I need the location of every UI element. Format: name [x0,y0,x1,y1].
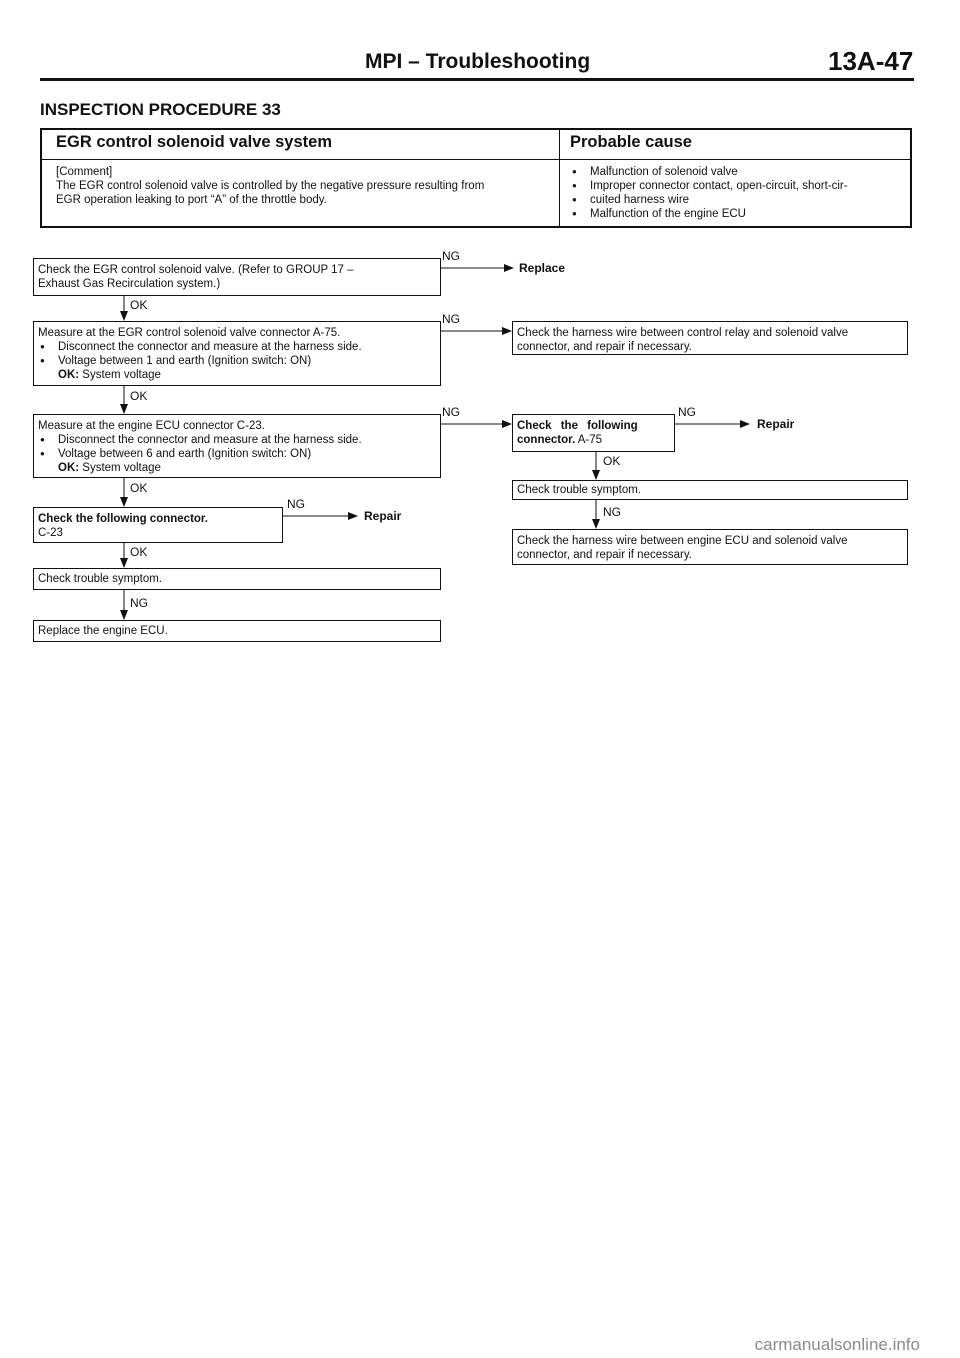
comment-line: The EGR control solenoid valve is controlled by the negative pressure resulting from [56,180,485,192]
system-heading: EGR control solenoid valve system [56,133,333,151]
ng-label: NG [287,497,305,511]
ok-label: OK [130,389,148,403]
step-replace-ecu: Replace the engine ECU. [33,620,441,642]
result-repair: Repair [364,509,402,523]
cause-item: ● Improper connector contact, open-circuit, short-cir- [570,179,848,193]
result-replace: Replace [519,261,566,275]
step-check-solenoid-valve: Check the EGR control solenoid valve. (Refer to GROUP 17 – Exhaust Gas Recirculation system.) [33,258,441,296]
step-check-trouble-symptom: Check trouble symptom. [512,480,908,500]
ng-label: NG [130,596,148,610]
ng-label: NG [442,312,460,326]
ok-label: OK [130,298,148,312]
ok-label: OK [603,454,621,468]
ok-label: OK [130,545,148,559]
ok-label: OK [130,481,148,495]
step-check-connector-c23: Check the following connector. C-23 [33,507,283,543]
section-title: MPI – Troubleshooting [365,50,591,73]
step-check-connector-a75: Check the following connector. A-75 [512,414,675,452]
ng-label: NG [603,505,621,519]
cause-item-continued: ● cuited harness wire [570,193,848,207]
cause-heading: Probable cause [570,133,692,151]
ng-label: NG [442,249,460,263]
ng-label: NG [678,405,696,419]
step-measure-a75: Measure at the EGR control solenoid valve connector A-75. ● Disconnect the connector and measure at the harness side. ● Voltage between 1 and earth (Ignition switch: ON) OK: System voltage [33,321,441,386]
result-repair: Repair [757,417,795,431]
watermark: carmanualsonline.info [754,1335,920,1354]
comment-line: EGR operation leaking to port “A” of the throttle body. [56,194,327,206]
comment-label: [Comment] [56,166,113,178]
result-harness-ecu: Check the harness wire between engine ECU and solenoid valve connector, and repair if necessary. [512,529,908,565]
result-harness-relay: Check the harness wire between control relay and solenoid valve connector, and repair if necessary. [512,321,908,355]
cause-item: ● Malfunction of solenoid valve [570,165,848,179]
step-check-trouble-symptom: Check trouble symptom. [33,568,441,590]
cause-item: ● Malfunction of the engine ECU [570,207,848,221]
procedure-title: INSPECTION PROCEDURE 33 [40,100,281,119]
ng-label: NG [442,405,460,419]
step-measure-c23: Measure at the engine ECU connector C-23. ● Disconnect the connector and measure at the harness side. ● Voltage between 6 and earth (Ignition switch: ON) OK: System voltage [33,414,441,478]
page-number: 13A-47 [828,46,914,76]
